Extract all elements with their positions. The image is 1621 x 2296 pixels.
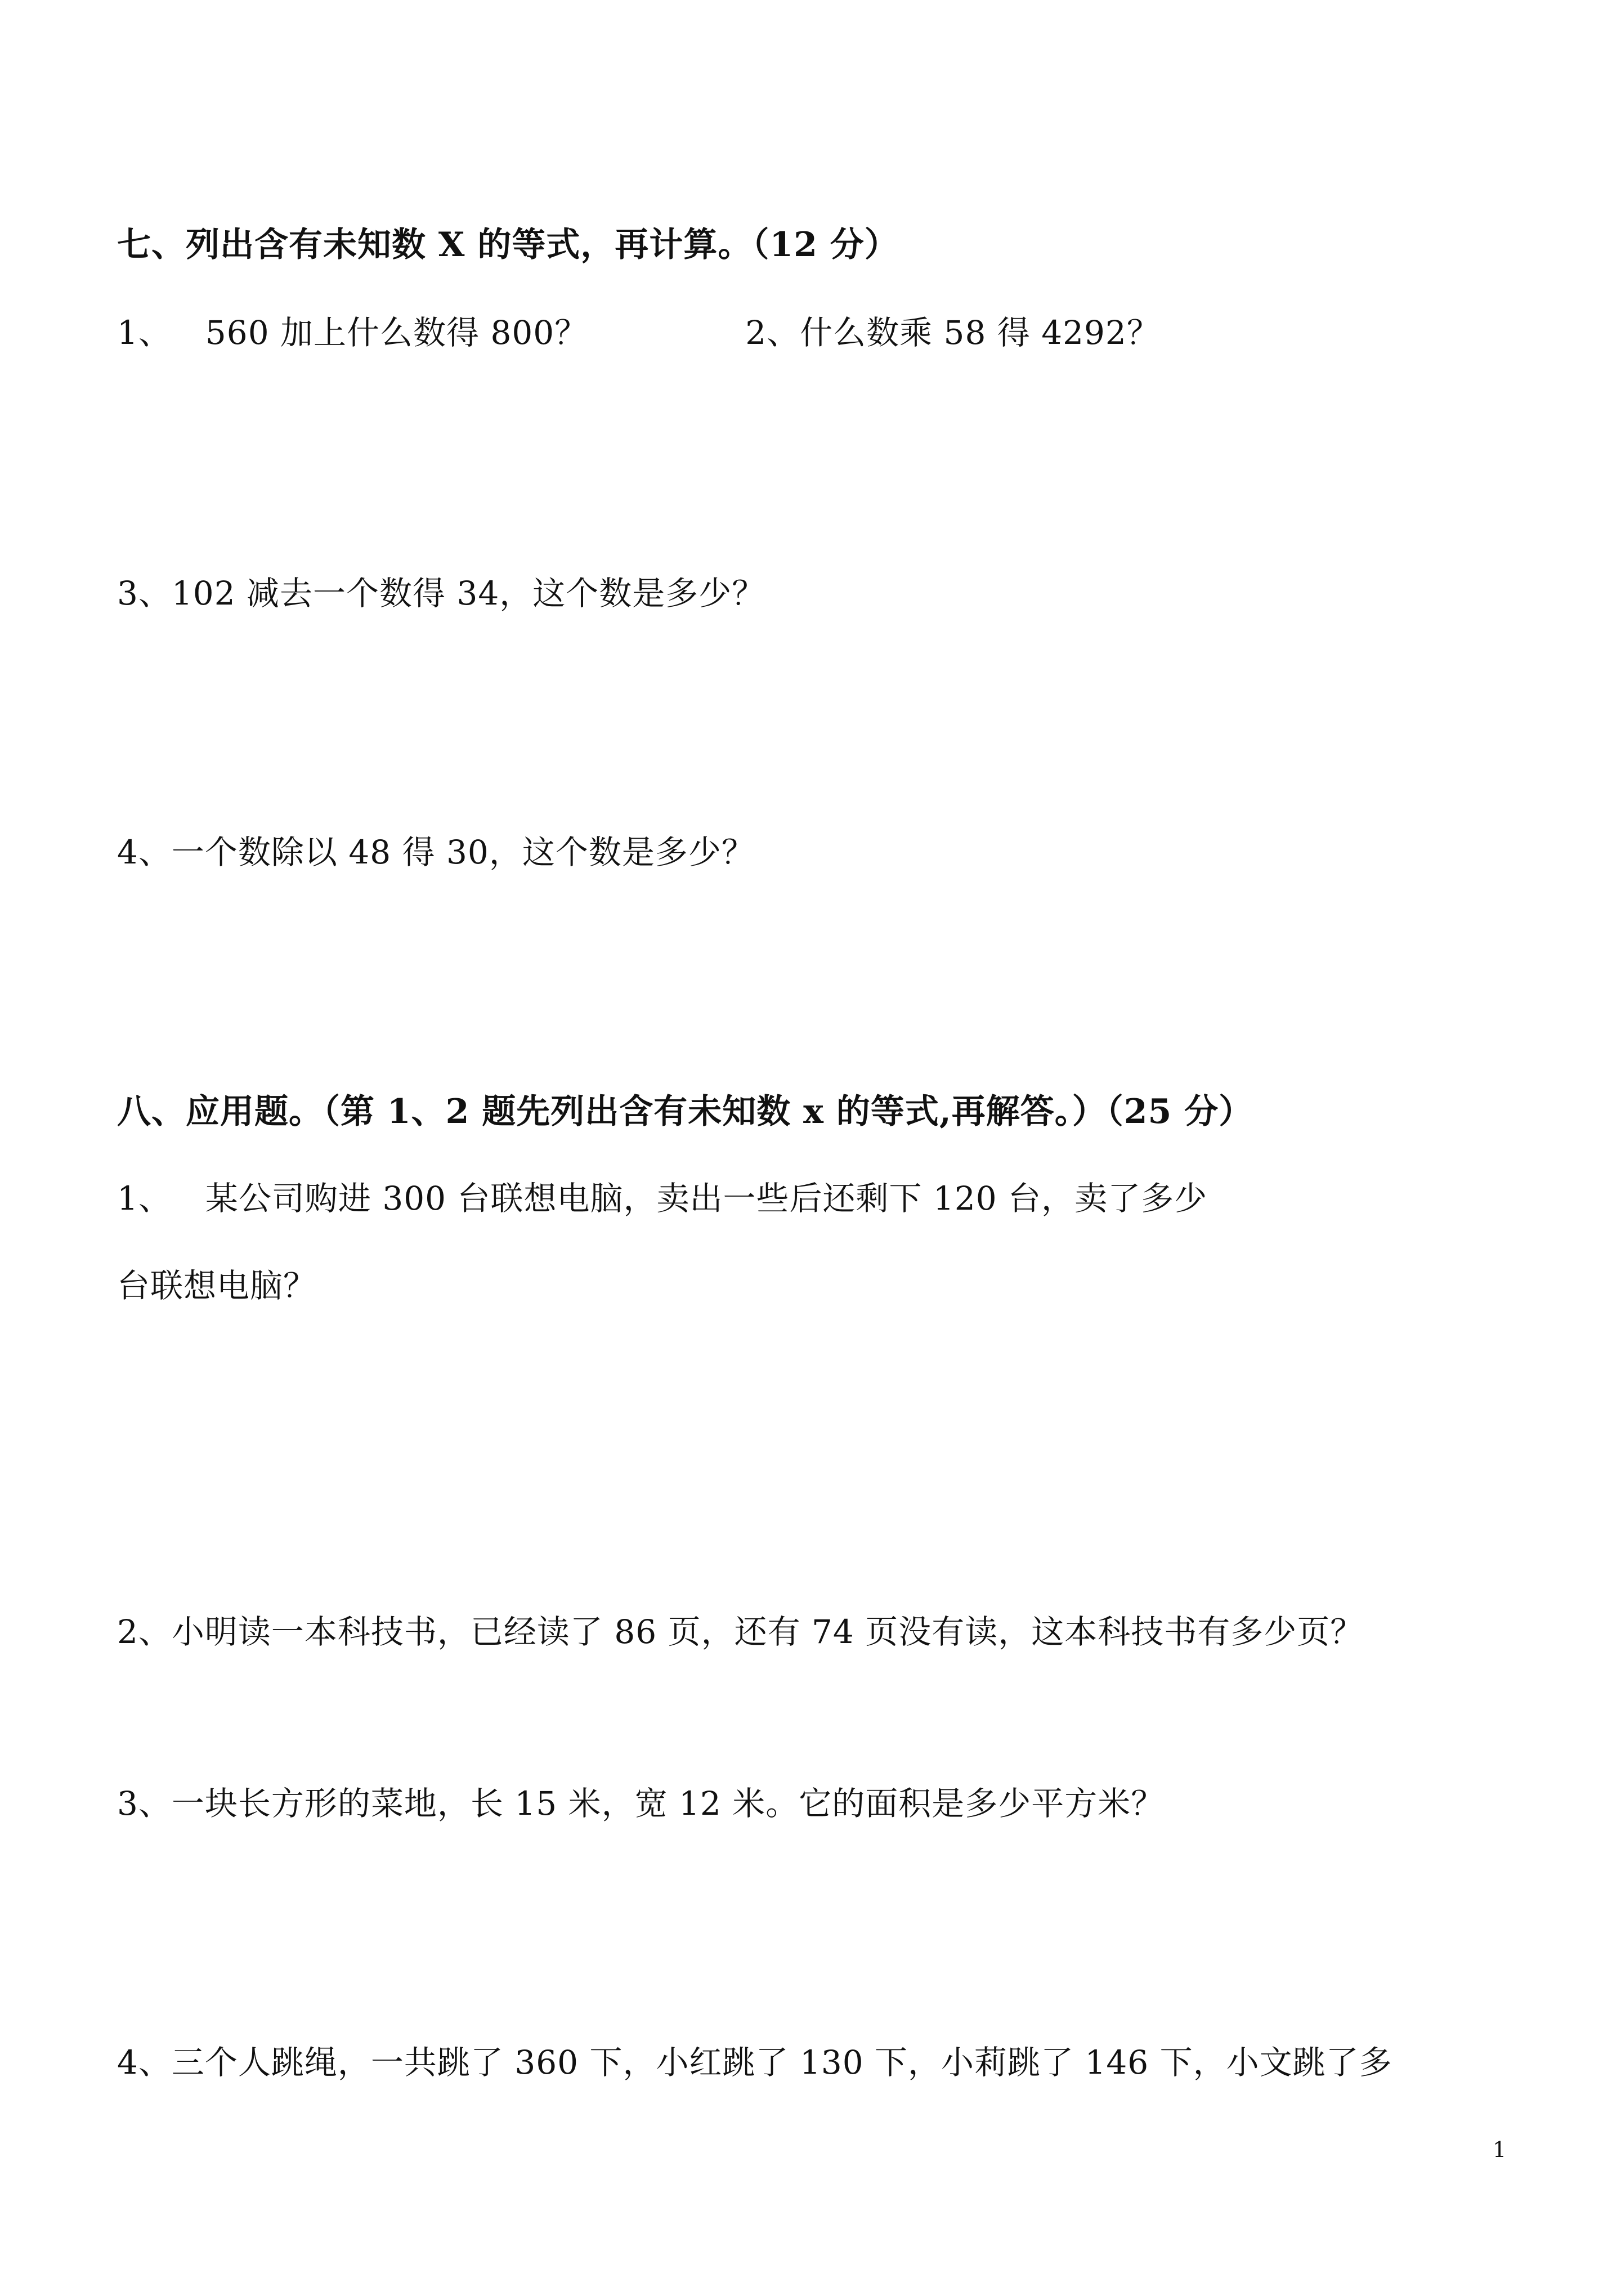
section-8-q1-line-2: 台联想电脑？: [117, 1266, 317, 1305]
section-8-q1-line-1: [117, 1179, 1208, 1218]
section-7-heading: 七、列出含有未知数 X 的等式，再计算。（12 分）: [117, 225, 899, 265]
section-7-questions-1-2: [117, 314, 1160, 352]
section-8-q4-text: 4、三个人跳绳，一共跳了 360 下，小红跳了 130 下，小莉跳了 146 下，小文跳了多: [117, 2043, 1392, 2082]
section-7-q4-text: 4、一个数除以 48 得 30，这个数是多少？: [117, 833, 755, 871]
page-number: 1: [1493, 2137, 1507, 2162]
section-8-q1-text: 某公司购进 300 台联想电脑，卖出一些后还剩下 120 台，卖了多少: [205, 1179, 1208, 1218]
section-7-q1-number: 1、: [117, 314, 172, 352]
section-7-q2-text: 2、什么数乘 58 得 4292？: [745, 314, 1160, 352]
section-8-q2-text: 2、小明读一本科技书，已经读了 86 页，还有 74 页没有读，这本科技书有多少页？: [117, 1613, 1364, 1651]
section-8-q3-text: 3、一块长方形的菜地，长 15 米，宽 12 米。它的面积是多少平方米？: [117, 1784, 1165, 1823]
section-7-q1-text: 560 加上什么数得 800？: [205, 314, 588, 352]
section-7-q3-text: 3、102 减去一个数得 34，这个数是多少？: [117, 574, 765, 612]
section-8-heading: 八、应用题。（第 1、2 题先列出含有未知数 x 的等式,再解答。）（25 分）: [117, 1092, 1253, 1131]
section-8-q1-number: 1、: [117, 1179, 172, 1218]
